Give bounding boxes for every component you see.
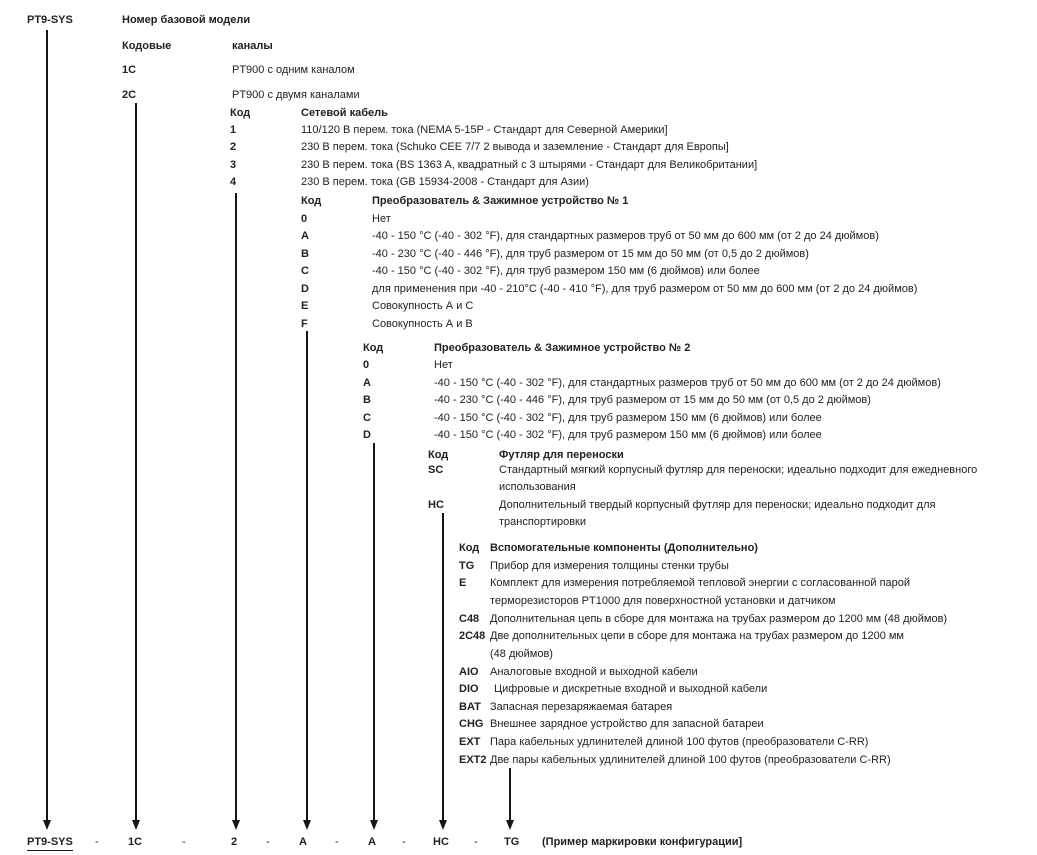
section-title: Сетевой кабель [301,107,388,119]
desc-cell: Стандартный мягкий корпусный футляр для переноски; идеально подходит для ежедневного [499,464,978,476]
section-title: Преобразователь & Зажимное устройство № 2 [434,342,691,354]
arrow-down-icon [43,820,51,830]
section-code-header: Кодовые [122,40,172,52]
arrow-down-icon [132,820,140,830]
desc-cell: 110/120 В перем. тока (NEMA 5-15P - Стандарт для Северной Америки] [301,124,668,136]
section-code-header: Код [230,107,251,119]
code-cell: 0 [301,213,308,225]
connector-line-base [46,30,48,821]
desc-cell: Прибор для измерения толщины стенки трубы [490,560,729,572]
code-cell: E [459,577,467,589]
example-caption: (Пример маркировки конфигурации] [542,836,743,848]
base-model-code: PT9-SYS [27,14,73,26]
example-separator: - [335,836,339,848]
arrow-down-icon [439,820,447,830]
code-cell: 3 [230,159,237,171]
code-cell: C [301,265,309,277]
example-separator: - [266,836,270,848]
connector-line-transducer2 [373,443,375,821]
connector-line-transducer1 [306,331,308,821]
desc-cell: -40 - 230 °C (-40 - 446 °F), для труб размером от 15 мм до 50 мм (от 0,5 до 2 дюймов) [434,394,871,406]
code-cell: DIO [459,683,479,695]
code-cell: C [363,412,371,424]
code-cell: CHG [459,718,484,730]
example-separator: - [182,836,186,848]
arrow-down-icon [303,820,311,830]
example-code-channels: 1C [128,836,143,848]
desc-cell: -40 - 150 °C (-40 - 302 °F), для труб размером 150 мм (6 дюймов) или более [434,412,822,424]
base-model-label: Номер базовой модели [122,14,251,26]
example-code-case: HC [433,836,449,848]
desc-cell: Комплект для измерения потребляемой тепловой энергии с согласованной парой [490,577,911,589]
code-cell: F [301,318,308,330]
code-cell: D [301,283,309,295]
desc-cell-line2: (48 дюймов) [490,648,553,660]
code-cell: HC [428,499,444,511]
example-code-transducer1: A [299,836,307,848]
code-cell: D [363,429,371,441]
desc-cell: -40 - 150 °C (-40 - 302 °F), для труб размером 150 мм (6 дюймов) или более [434,429,822,441]
section-title: Преобразователь & Зажимное устройство № 1 [372,195,629,207]
code-cell: 1 [230,124,237,136]
connector-line-accessories [509,768,511,821]
section-code-header: Код [459,542,480,554]
section-code-header: Код [428,449,449,461]
desc-cell: Совокупность А и В [372,318,473,330]
desc-cell: Две дополнительных цепи в сборе для монтажа на трубах размером до 1200 мм [490,630,904,642]
example-code-cable: 2 [231,836,238,848]
desc-cell: Нет [372,213,391,225]
desc-cell: Запасная перезаряжаемая батарея [490,701,673,713]
connector-line-case [442,513,444,821]
desc-cell-line2: транспортировки [499,516,587,528]
desc-cell: Цифровые и дискретные входной и выходной кабели [494,683,768,695]
desc-cell-line2: использования [499,481,576,493]
section-code-header: Код [363,342,384,354]
desc-cell: Дополнительный твердый корпусный футляр для переноски; идеально подходит для [499,499,936,511]
example-separator: - [95,836,99,848]
example-separator: - [474,836,478,848]
arrow-down-icon [370,820,378,830]
example-code-transducer2: A [368,836,376,848]
example-code-base: PT9-SYS [27,836,73,851]
code-cell: EXT [459,736,481,748]
desc-cell: Две пары кабельных удлинителей длиной 100 футов (преобразователи C-RR) [490,754,891,766]
code-cell: B [301,248,309,260]
code-cell: AIO [459,666,479,678]
desc-cell: -40 - 150 °C (-40 - 302 °F), для труб размером 150 мм (6 дюймов) или более [372,265,760,277]
desc-cell: -40 - 230 °C (-40 - 446 °F), для труб размером от 15 мм до 50 мм (от 0,5 до 2 дюймов) [372,248,809,260]
code-cell: B [363,394,371,406]
desc-cell: 230 В перем. тока (BS 1363 A, квадратный с 3 штырями - Стандарт для Великобритании] [301,159,758,171]
desc-cell: для применения при -40 - 210°C (-40 - 410 °F), для труб размером от 50 мм до 600 мм (от 2 до 24 дюймов) [372,283,918,295]
connector-line-cable [235,193,237,821]
code-cell: TG [459,560,475,572]
code-cell: 2C48 [459,630,486,642]
desc-cell: Аналоговые входной и выходной кабели [490,666,698,678]
desc-cell: 230 В перем. тока (GB 15934-2008 - Стандарт для Азии) [301,176,589,188]
desc-cell: 230 В перем. тока (Schuko CEE 7/7 2 вывода и заземление - Стандарт для Европы] [301,141,729,153]
desc-cell: PT900 с двумя каналами [232,89,360,101]
code-cell: 0 [363,359,370,371]
desc-cell: Нет [434,359,453,371]
desc-cell: Совокупность А и С [372,300,474,312]
example-code-accessory: TG [504,836,520,848]
code-cell: A [301,230,309,242]
desc-cell: Внешнее зарядное устройство для запасной батареи [490,718,764,730]
desc-cell: Дополнительная цепь в сборе для монтажа на трубах размером до 1200 мм (48 дюймов) [490,613,948,625]
code-cell: 4 [230,176,237,188]
connector-line-channels [135,103,137,821]
code-cell: E [301,300,309,312]
section-code-header: Код [301,195,322,207]
section-title: Футляр для переноски [499,449,624,461]
desc-cell: -40 - 150 °C (-40 - 302 °F), для стандартных размеров труб от 50 мм до 600 мм (от 2 до 24 дюймов) [372,230,879,242]
section-title: Вспомогательные компоненты (Дополнительно) [490,542,758,554]
example-separator: - [402,836,406,848]
code-cell: EXT2 [459,754,487,766]
code-cell: A [363,377,371,389]
code-cell: SC [428,464,444,476]
section-title: каналы [232,40,273,52]
desc-cell: -40 - 150 °C (-40 - 302 °F), для стандартных размеров труб от 50 мм до 600 мм (от 2 до 24 дюймов) [434,377,941,389]
code-cell: 1C [122,64,137,76]
code-cell: 2C [122,89,137,101]
arrow-down-icon [232,820,240,830]
desc-cell-line2: терморезисторов PT1000 для поверхностной установки и датчиком [490,595,836,607]
desc-cell: PT900 с одним каналом [232,64,355,76]
code-cell: BAT [459,701,481,713]
code-cell: C48 [459,613,480,625]
desc-cell: Пара кабельных удлинителей длиной 100 футов (преобразователи C-RR) [490,736,869,748]
code-cell: 2 [230,141,237,153]
arrow-down-icon [506,820,514,830]
